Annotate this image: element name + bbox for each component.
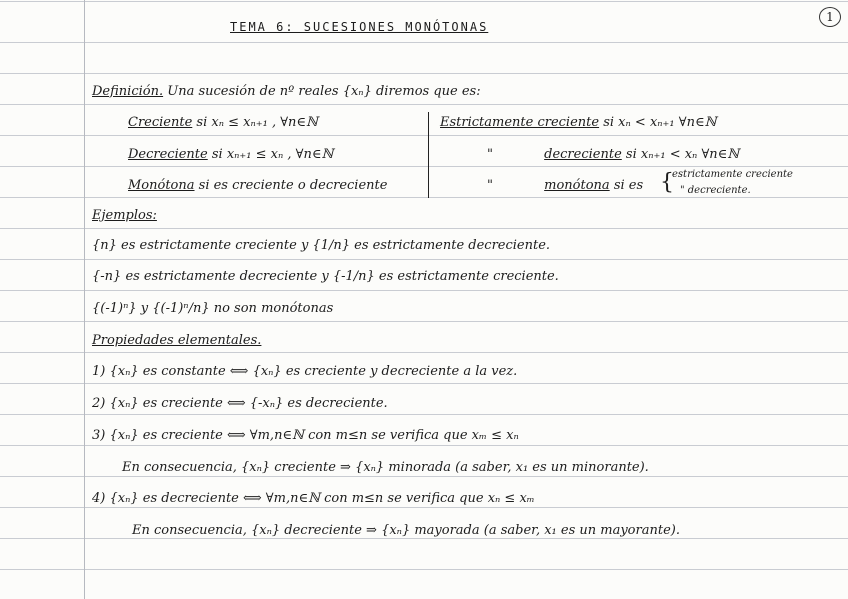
example-line: {-n} es estrictamente decreciente y {-1/n} es estrictamente creciente. <box>92 269 559 284</box>
def-term: Estrictamente creciente <box>440 115 600 130</box>
def-term: decreciente <box>544 147 622 162</box>
examples-label: Ejemplos: <box>92 208 157 223</box>
properties-label: Propiedades elementales. <box>92 333 262 348</box>
property-line: 3) {xₙ} es creciente ⟺ ∀m,n∈ℕ con m≤n se verifica que xₘ ≤ xₙ <box>92 428 519 443</box>
ditto-mark: " <box>487 147 493 162</box>
column-divider <box>428 112 429 198</box>
page-number: 1 <box>819 7 841 27</box>
margin-line <box>84 0 85 599</box>
consequence-line: En consecuencia, {xₙ} creciente ⇒ {xₙ} minorada (a saber, x₁ es un minorante). <box>122 460 649 475</box>
def-monotona <box>128 178 387 194</box>
brace-option-2: " decreciente. <box>680 185 751 196</box>
def-term: monótona <box>544 178 610 193</box>
property-line: 4) {xₙ} es decreciente ⟺ ∀m,n∈ℕ con m≤n se verifica que xₙ ≤ xₘ <box>92 491 535 506</box>
page-title: TEMA 6: SUCESIONES MONÓTONAS <box>230 20 489 34</box>
brace: { <box>660 170 674 195</box>
def-estr-decreciente <box>440 147 739 163</box>
def-decreciente <box>128 147 333 163</box>
def-term: Creciente <box>128 115 193 130</box>
def-creciente <box>128 115 318 131</box>
def-rest: si xₙ₊₁ ≤ xₙ , ∀n∈ℕ <box>211 147 334 162</box>
def-term: Monótona <box>128 178 195 193</box>
brace-option-1: estrictamente creciente <box>672 169 793 180</box>
definition-label: Definición. <box>92 84 164 99</box>
def-rest: si es creciente o decreciente <box>198 178 388 193</box>
example-line: {(-1)ⁿ} y {(-1)ⁿ/n} no son monótonas <box>92 301 334 316</box>
def-rest: si es <box>613 178 644 193</box>
def-rest: si xₙ ≤ xₙ₊₁ , ∀n∈ℕ <box>196 115 318 130</box>
ditto-mark: " <box>487 178 493 193</box>
consequence-line: En consecuencia, {xₙ} decreciente ⇒ {xₙ} mayorada (a saber, x₁ es un mayorante). <box>132 523 680 538</box>
def-estr-monotona <box>440 178 643 194</box>
property-line: 2) {xₙ} es creciente ⟺ {-xₙ} es decreciente. <box>92 396 388 411</box>
example-line: {n} es estrictamente creciente y {1/n} es estrictamente decreciente. <box>92 238 551 253</box>
def-rest: si xₙ < xₙ₊₁ ∀n∈ℕ <box>603 115 717 130</box>
definition-line <box>92 84 481 100</box>
definition-intro: Una sucesión de nº reales {xₙ} diremos que es: <box>167 84 481 99</box>
def-estr-creciente <box>440 115 716 131</box>
property-line: 1) {xₙ} es constante ⟺ {xₙ} es creciente y decreciente a la vez. <box>92 364 518 379</box>
def-term: Decreciente <box>128 147 208 162</box>
def-rest: si xₙ₊₁ < xₙ ∀n∈ℕ <box>625 147 740 162</box>
